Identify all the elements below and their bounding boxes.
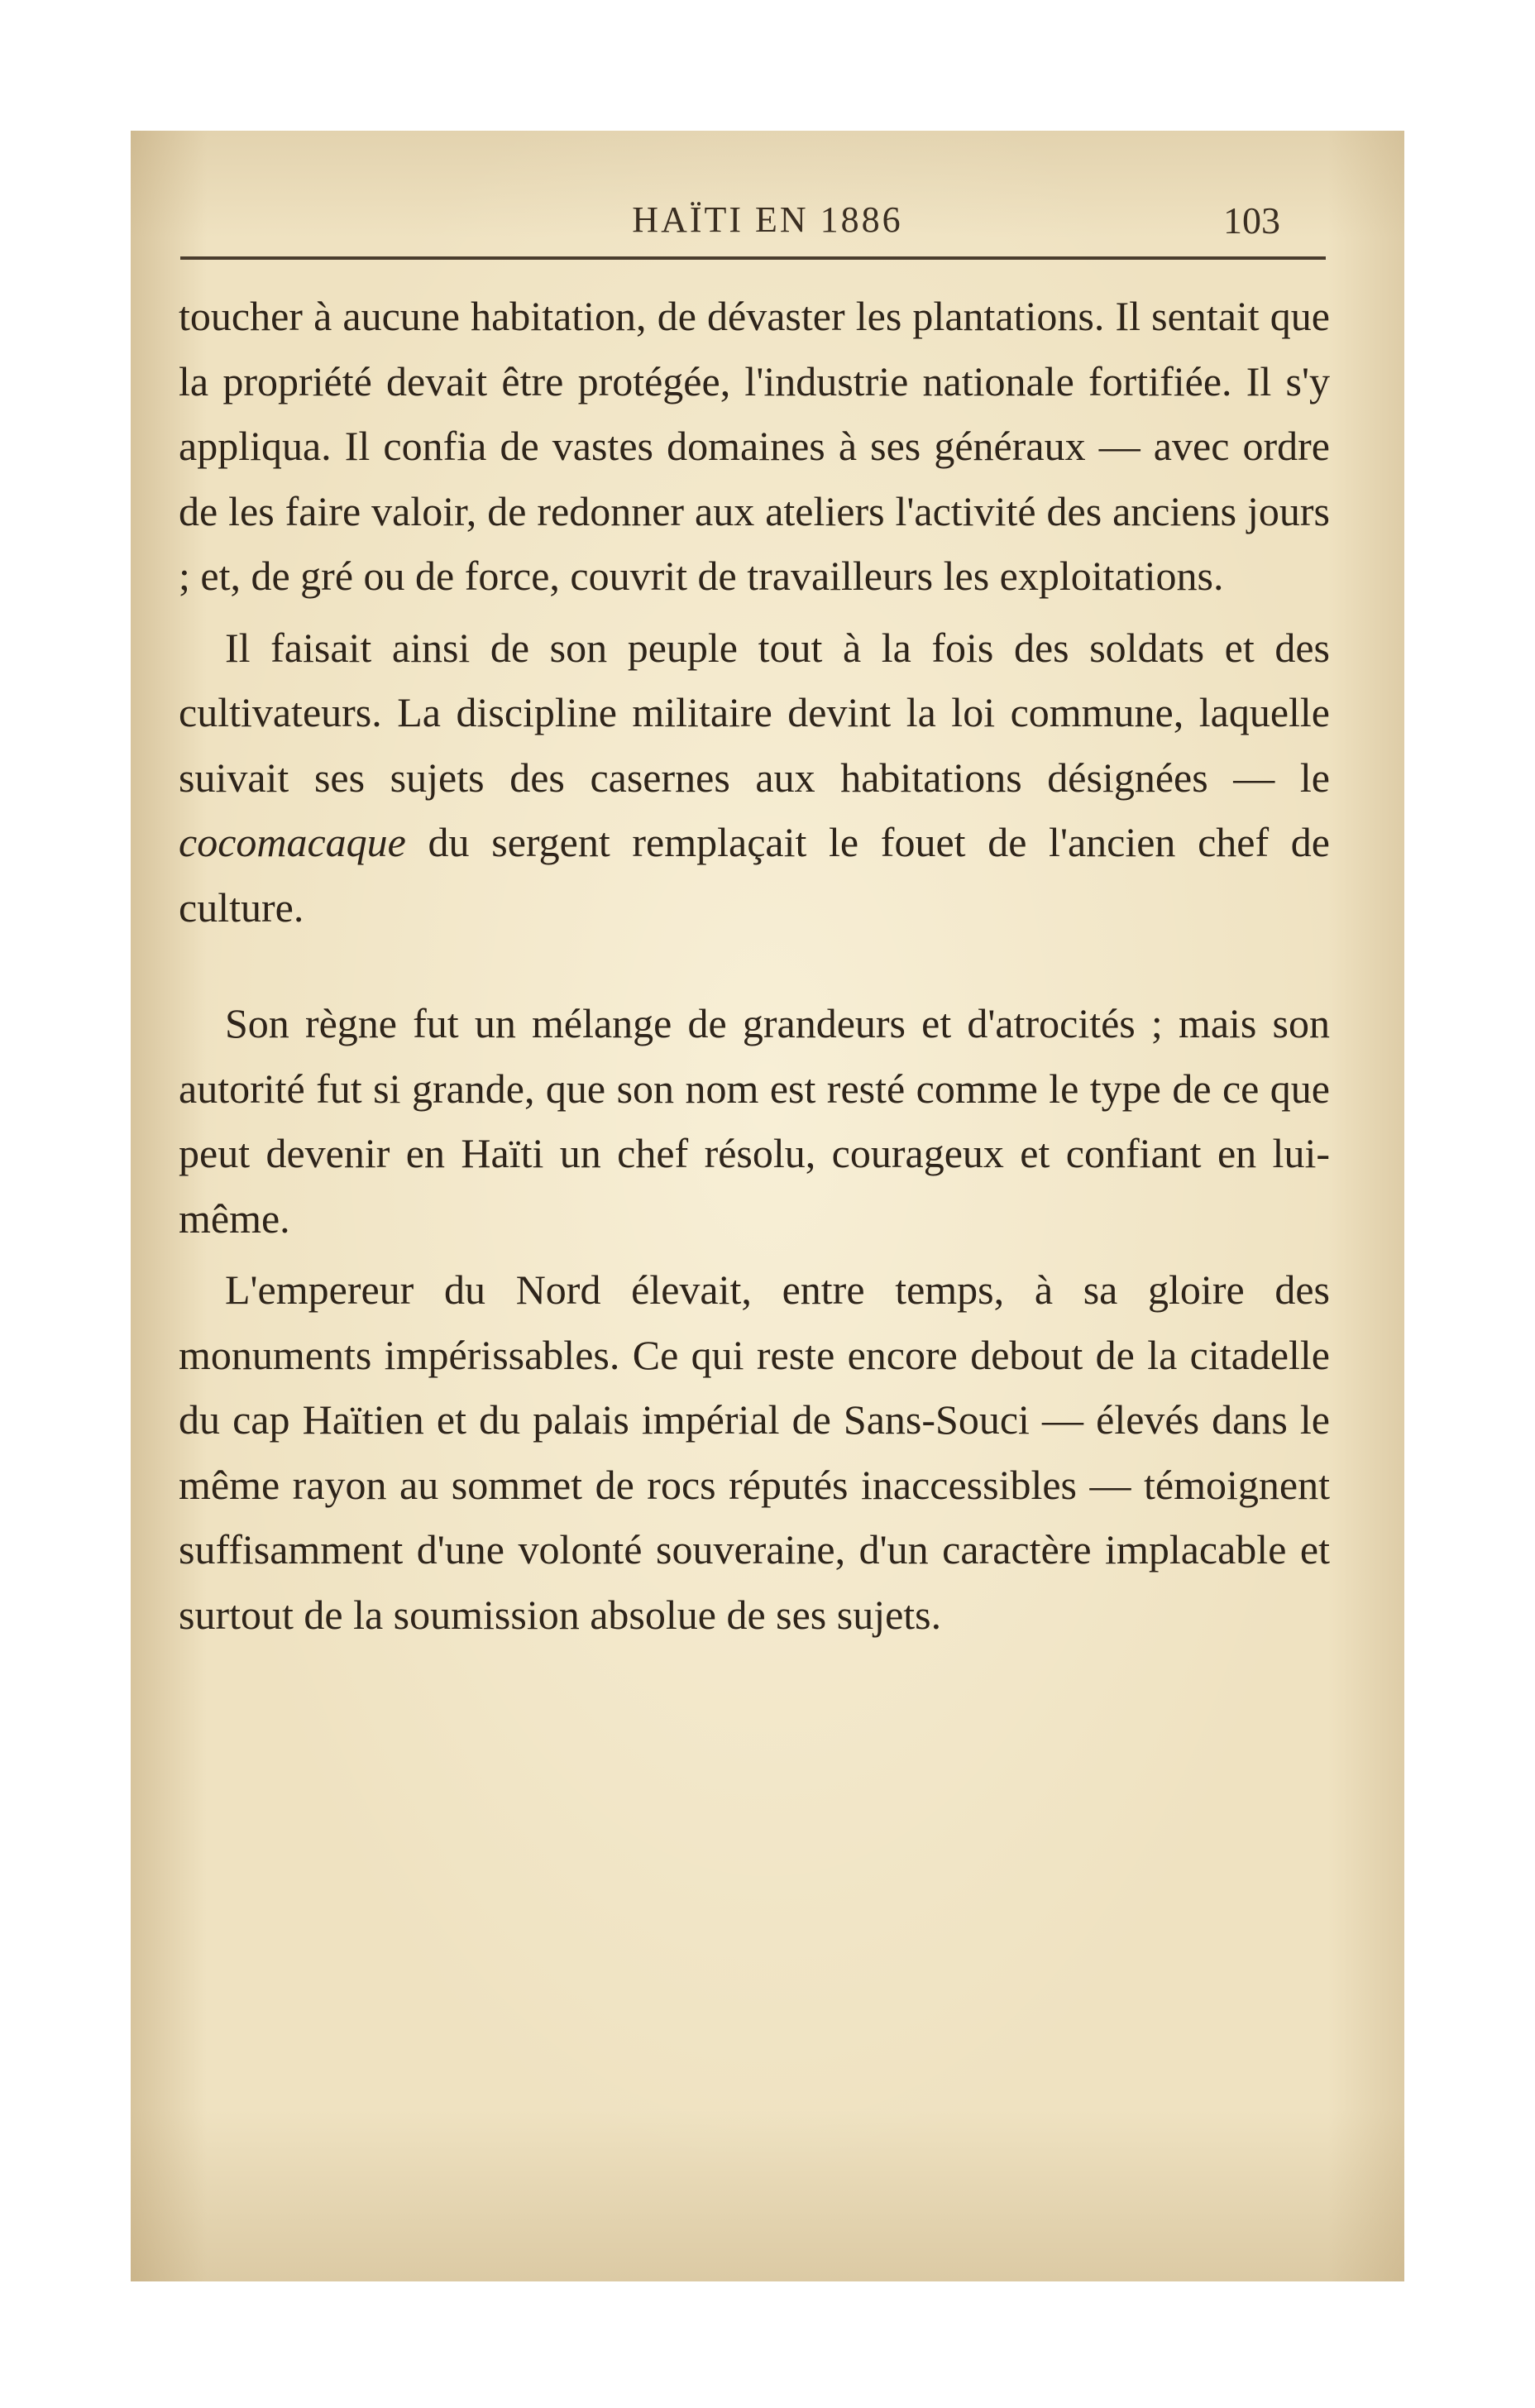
paragraph-reign: Son règne fut un mélange de grandeurs et d'atrocités ; mais son autorité fut si grande, que son nom est resté comme le type de ce que peut devenir en Haïti un chef résolu, courageux et confiant en lui-même. bbox=[179, 1000, 1330, 1242]
body-text bbox=[179, 284, 1330, 1647]
paragraph-text-part: du sergent remplaçait le fouet de l'ancien chef de culture. bbox=[179, 819, 1330, 931]
page-number: 103 bbox=[1223, 199, 1280, 242]
paragraph-soldiers-cultivators bbox=[179, 615, 1330, 941]
header-rule bbox=[180, 256, 1326, 260]
running-title: HAÏTI EN 1886 bbox=[632, 199, 903, 240]
paragraph-continuation: toucher à aucune habitation, de dévaster les plantations. Il sentait que la propriété devait être protégée, l'industrie nationale fortifiée. Il s'y appliqua. Il confia de vastes domaines à ses généraux — avec ordre de les faire valoir, de redonner aux ateliers l'activité des anciens jours ; et, de gré ou de force, couvrit de travailleurs les exploitations. bbox=[179, 293, 1330, 599]
book-page bbox=[131, 131, 1404, 2281]
paragraph-text-part: Il faisait ainsi de son peuple tout à la fois des soldats et des cultivateurs. La discipline militaire devint la loi commune, laquelle suivait ses sujets des casernes aux habitations désignées — le bbox=[179, 624, 1330, 801]
italic-term: cocomacaque bbox=[179, 819, 406, 865]
paragraph-monuments: L'empereur du Nord élevait, entre temps, à sa gloire des monuments impérissables. Ce qui reste encore debout de la citadelle du cap Haïtien et du palais impérial de Sans-Souci — élevés dans le même rayon au sommet de rocs réputés inaccessibles — témoignent suffisamment d'une volonté souveraine, d'un caractère implacable et surtout de la soumission absolue de ses sujets. bbox=[179, 1266, 1330, 1638]
running-head bbox=[131, 199, 1404, 248]
